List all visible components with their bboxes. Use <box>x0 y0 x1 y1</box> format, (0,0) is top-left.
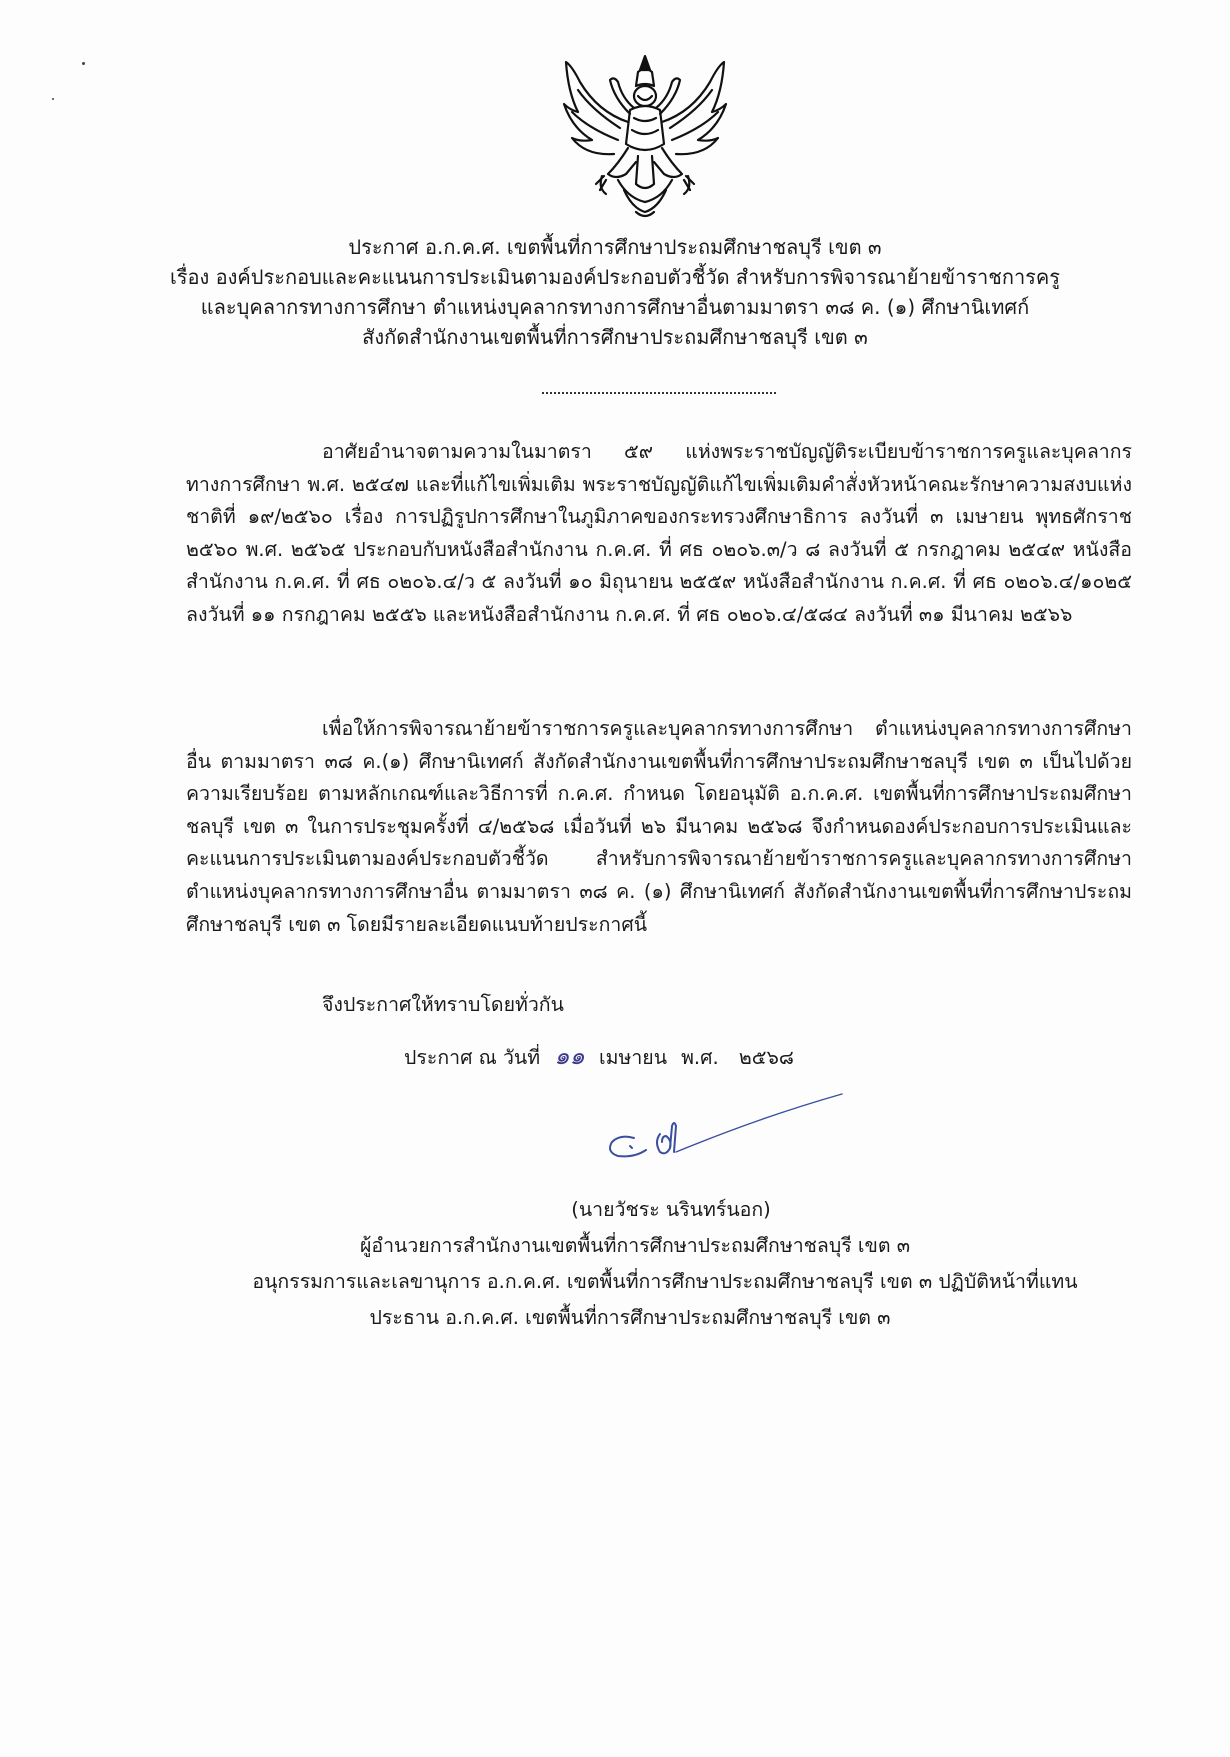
body-paragraph-authority <box>186 436 1132 632</box>
garuda-emblem-icon <box>558 52 732 222</box>
announcement-date <box>404 1041 794 1073</box>
signer-block <box>150 1192 1080 1336</box>
signer-position: ผู้อำนวยการสำนักงานเขตพื้นที่การศึกษาประถมศึกษาชลบุรี เขต ๓ <box>359 1234 911 1257</box>
signer-name: (นายวัชระ นรินทร์นอก) <box>571 1198 771 1221</box>
scan-speck <box>82 62 85 65</box>
date-prefix: ประกาศ ณ วันที่ <box>404 1046 541 1069</box>
paragraph-text: อาศัยอำนาจตามความในมาตรา ๕๙ แห่งพระราชบัญญัติระเบียบข้าราชการครูและบุคลากรทางการศึกษา พ.ศ. ๒๕๔๗ และที่แก้ไขเพิ่มเติม พระราชบัญญัติแก้ไขเพิ่มเติมคำสั่งหัวหน้าคณะรักษาความสงบแห่งชาติที่ ๑๙/๒๕๖๐ เรื่อง การปฏิรูปการศึกษาในภูมิภาคของกระทรวงศึกษาธิการ ลงวันที่ ๓ เมษายน พุทธศักราช ๒๕๖๐ พ.ศ. ๒๕๖๕ ประกอบกับหนังสือสำนักงาน ก.ค.ศ. ที่ ศธ ๐๒๐๖.๓/ว ๘ ลงวันที่ ๕ กรกฎาคม ๒๕๔๙ หนังสือสำนักงาน ก.ค.ศ. ที่ ศธ ๐๒๐๖.๔/ว ๕ ลงวันที่ ๑๐ มิถุนายน ๒๕๕๙ หนังสือสำนักงาน ก.ค.ศ. ที่ ศธ ๐๒๐๖.๔/๑๐๒๕ ลงวันที่ ๑๑ กรกฎาคม ๒๕๕๖ และหนังสือสำนักงาน ก.ค.ศ. ที่ ศธ ๐๒๐๖.๔/๕๘๔ ลงวันที่ ๓๑ มีนาคม ๒๕๖๖ <box>186 440 1132 626</box>
handwritten-signature <box>600 1090 850 1180</box>
signer-position: ประธาน อ.ก.ค.ศ. เขตพื้นที่การศึกษาประถมศึกษาชลบุรี เขต ๓ <box>369 1306 891 1329</box>
signer-position: อนุกรรมการและเลขานุการ อ.ก.ค.ศ. เขตพื้นที่การศึกษาประถมศึกษาชลบุรี เขต ๓ ปฏิบัติหน้าที่แทน <box>252 1270 1078 1293</box>
announcement-title <box>150 232 1080 352</box>
closing-statement: จึงประกาศให้ทราบโดยทั่วกัน <box>322 993 564 1016</box>
dotted-divider <box>542 392 776 394</box>
subject-line: สังกัดสำนักงานเขตพื้นที่การศึกษาประถมศึกษาชลบุรี เขต ๓ <box>362 325 868 349</box>
title-line: ประกาศ อ.ก.ค.ศ. เขตพื้นที่การศึกษาประถมศึกษาชลบุรี เขต ๓ <box>348 235 882 259</box>
subject-line: เรื่อง องค์ประกอบและคะแนนการประเมินตามองค์ประกอบตัวชี้วัด สำหรับการพิจารณาย้ายข้าราชการครู <box>169 265 1061 289</box>
date-day: ๑๑ <box>554 1042 585 1070</box>
date-month: เมษายน <box>598 1046 668 1069</box>
paragraph-text: เพื่อให้การพิจารณาย้ายข้าราชการครูและบุคลากรทางการศึกษา ตำแหน่งบุคลากรทางการศึกษาอื่น ตามมาตรา ๓๘ ค.(๑) ศึกษานิเทศก์ สังกัดสำนักงานเขตพื้นที่การศึกษาประถมศึกษาชลบุรี เขต ๓ เป็นไปด้วยความเรียบร้อย ตามหลักเกณฑ์และวิธีการที่ ก.ค.ศ. กำหนด โดยอนุมัติ อ.ก.ค.ศ. เขตพื้นที่การศึกษาประถมศึกษาชลบุรี เขต ๓ ในการประชุมครั้งที่ ๔/๒๕๖๘ เมื่อวันที่ ๒๖ มีนาคม ๒๕๖๘ จึงกำหนดองค์ประกอบการประเมินและคะแนนการประเมินตามองค์ประกอบตัวชี้วัด สำหรับการพิจารณาย้ายข้าราชการครูและบุคลากรทางการศึกษา ตำแหน่งบุคลากรทางการศึกษาอื่น ตามมาตรา ๓๘ ค. (๑) ศึกษานิเทศก์ สังกัดสำนักงานเขตพื้นที่การศึกษาประถมศึกษาชลบุรี เขต ๓ โดยมีรายละเอียดแนบท้ายประกาศนี้ <box>186 717 1132 936</box>
date-year: ๒๕๖๘ <box>738 1046 794 1069</box>
subject-line: และบุคลากรทางการศึกษา ตำแหน่งบุคลากรทางการศึกษาอื่นตามมาตรา ๓๘ ค. (๑) ศึกษานิเทศก์ <box>200 295 1030 319</box>
date-era: พ.ศ. <box>681 1046 719 1069</box>
scan-speck <box>52 98 54 100</box>
body-paragraph-purpose <box>186 713 1132 941</box>
